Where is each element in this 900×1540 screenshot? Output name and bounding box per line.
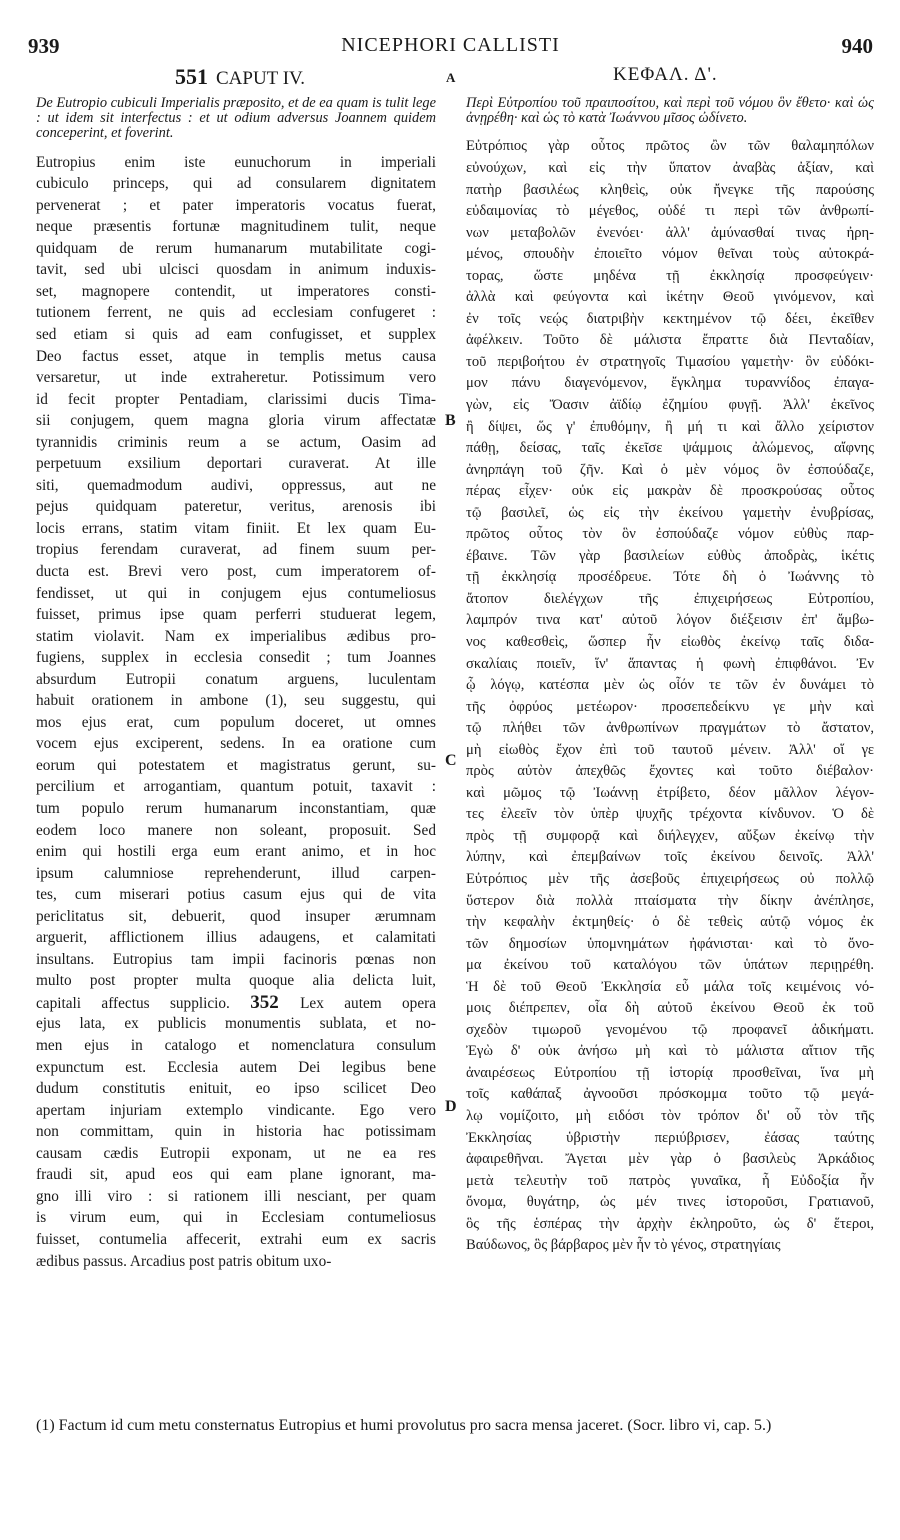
text-line: ὃς τῆς ἑσπέρας τὴν ἀρχὴν ἐκληροῦτο, ὡς δ' ἕτεροι, xyxy=(466,1215,874,1232)
text-line: πρὸς τῇ συμφορᾷ καὶ διήλεγχεν, αὔξων ἐκείνῳ τὴν xyxy=(466,827,874,844)
text-line: Εὐτρόπιος γὰρ οὗτος πρῶτος ὢν τῶν θαλαμηπόλων xyxy=(466,138,874,155)
text-line: pervenerat ; et pater imperatoris vocatus fuerat, xyxy=(36,196,436,214)
text-line: λῳ νομίζοιτο, μὴ ειδόσι τὸν τρόπον δι' οὗ τὸν τῆς xyxy=(466,1108,874,1125)
text-line: ἀναιρέσεως Εὐτροπίου τῇ ἱστορίᾳ προσθεῖναι, ἵνα μὴ xyxy=(466,1064,874,1081)
text-line: id fecit propter Pentadiam, clarissimi ducis Tima- xyxy=(36,390,436,408)
text-line: σχεδὸν τιμωροῦ γενομένου τῷ προφανεῖ ἀδικήματι. xyxy=(466,1021,874,1038)
text-line: λαμπρόν τινα κατ' αὐτοῦ λόγον διέξεισιν ἐπ' ἄμβω- xyxy=(466,612,874,629)
margin-marker-a: A xyxy=(446,70,456,85)
text-line: ἀφέλκειν. Τοῦτο δὲ μάλιστα ἔπραττε διὰ Πενταδίαν, xyxy=(466,332,874,349)
text-line: habuit orationem in ambone (1), seu suggestu, qui xyxy=(36,692,436,710)
inline-column-number: 352 xyxy=(250,991,301,1013)
text-line: τὴν κεφαλὴν ἐκτμηθείς· ὁ δὲ τεθεὶς αὐτῷ νόμος ἐκ xyxy=(466,914,874,931)
text-line: Εὐτρόπιος μὲν τῆς ἀσεβοῦς ἐπιχειρήσεως οὐ πολλῷ xyxy=(466,871,874,887)
text-line: enim qui hostili erga eum erant animo, et in hoc xyxy=(36,843,436,861)
text-line: ᾧ λόγῳ, κατέσπα μὲν ὡς οἷόν τε τῶν ἐν δυνάμει τὸ xyxy=(466,677,874,694)
greek-summary: Περὶ Εὐτροπίου τοῦ πραιποσίτου, καὶ περὶ τοῦ νόμου ὃν ἔθετο· καὶ ὡς ἀνῃρέθη· καὶ ὡς τὸ κατὰ Ἰωάννου μῖσος ὠδίνετο. xyxy=(466,95,874,127)
text-line: statim violavit. Nam ex imperialibus ædibus pro- xyxy=(36,627,436,645)
text-line: apertam injuriam extemplo vindicante. Ego vero xyxy=(36,1101,436,1119)
text-line: εὐδαιμονίας τὸ μέγεθος, οὐδέ τι περὶ τῶν ἀνθρωπί- xyxy=(466,203,874,220)
text-line: quidquam de rerum humanarum mutabilitate cogi- xyxy=(36,239,436,257)
text-line: πατὴρ βασιλέως κληθεὶς, οὐκ ἤνεγκε τῆς παρούσης xyxy=(466,181,874,198)
text-line: μὴ εἰωθὸς ἔχον ἐπὶ τοῦ ταυτοῦ μένειν. Ἀλλ' οἵ γε xyxy=(466,741,874,758)
text-line: arguerit, afflictionem illius adaugens, et calamitati xyxy=(36,929,436,947)
text-line: gno illi viro : si rationem illi nesciant, per quam xyxy=(36,1187,436,1205)
text-line: μα ἐκείνου τοῦ καταλόγου τῶν ὑπάτων περιῃρέθη. xyxy=(466,957,874,974)
text-line: νων μεταβολῶν ἐνενόει· ἀλλ' ἀμύνασθαί τινας ἠρη- xyxy=(466,224,874,241)
text-line: τοῦ περιβοήτου ἐν στρατηγοῖς Τιμασίου γαμετὴν· ὃν εὐδόκι- xyxy=(466,353,874,370)
text-line: τῷ βασιλεῖ, ὡς εἰς τὴν ἐκείνου γαμετὴν ἐνυβρίσας, xyxy=(466,504,874,521)
text-line: ἐν τοῖς νεῴς διατριβὴν κεκτημένον τῷ δέει, ἐκεῖθεν xyxy=(466,310,874,327)
text-line: periclitatus sit, debuerit, quod insuper ærumnam xyxy=(36,907,436,925)
greek-chapter-heading: ΚΕΦΑΛ. Δ'. xyxy=(613,64,718,85)
text-line: perpetuum exsilium deportari curaverat. At ille xyxy=(36,455,436,473)
latin-chapter-heading xyxy=(175,64,305,90)
text-line: causam cædis Eutropii exponam, ut ne ea res xyxy=(36,1144,436,1162)
text-line: non committam, quin in historia hac potissimam xyxy=(36,1123,436,1141)
text-line: siti, quemadmodum audivi, oppressus, aut ne xyxy=(36,476,436,494)
text-line: versaretur, ut inde extraheretur. Potissimum vero xyxy=(36,369,436,387)
text-line: expunctum est. Ecclesia autem Dei legibus bene xyxy=(36,1058,436,1076)
running-title: NICEPHORI CALLISTI xyxy=(341,34,560,56)
text-line: τοῖς καθάπαξ ἀγνοοῦσι πρόσκομμα τοῦτο τῷ μεγά- xyxy=(466,1086,874,1103)
text-line: men ejus in catalogo et nomenclatura consulum xyxy=(36,1037,436,1055)
text-line: τες ἐλεεῖν τὸν ὑπὲρ ψυχῆς τρέχοντα κίνδυνον. Ὁ δὲ xyxy=(466,806,874,823)
text-line: ὕστερον διὰ πολλὰ πταίσματα τὴν δίκην ἀνέπλησε, xyxy=(466,892,874,909)
text-line: tes, cum miserari potius casum ejus qui de vita xyxy=(36,886,436,904)
text-line: μετὰ τελευτὴν τοῦ πατρὸς γυναῖκα, ἧ Εὐδοξία ἦν xyxy=(466,1172,874,1189)
text-line: Βαύδωνος, ὃς βάρβαρος μὲν ἦν τὸ γένος, στρατηγίαις xyxy=(466,1237,781,1254)
text-line: absurdum Eutropii conatum arguens, luculentam xyxy=(36,670,436,688)
column-number: 551 xyxy=(175,64,208,89)
latin-column xyxy=(36,96,436,1272)
greek-body xyxy=(466,136,874,1256)
text-line: Ἡ δὲ τοῦ Θεοῦ Ἐκκλησία εὖ μάλα τοῖς κειμένοις νό- xyxy=(466,978,874,995)
text-line: Eutropius enim iste eunuchorum in imperiali xyxy=(36,153,436,171)
text-line: tum populo rerum humanarum inconstantiam, quæ xyxy=(36,800,436,818)
text-line: mos ejus erat, cum populum doceret, ut omnes xyxy=(36,713,436,731)
text-line: eorum qui potestatem et magistratus gerunt, su- xyxy=(36,756,436,774)
text-line: μοις διέπρεπεν, οἷα δὴ αὐτοῦ ἐκείνου Θεοῦ ἐκ τοῦ xyxy=(466,1000,874,1017)
caput-label: CAPUT IV. xyxy=(216,68,306,89)
greek-column xyxy=(466,96,874,1257)
text-line: is virum eum, qui in Ecclesiam contumeliosus xyxy=(36,1209,436,1227)
text-line: pejus quidquam pateretur, veritus, arenosis ibi xyxy=(36,498,436,516)
text-line: sed etiam si quis ad eam confugisset, et supplex xyxy=(36,325,436,343)
text-line: ἄτοπον διελέγχων τῆς ἐπιχειρήσεως Εὐτροπίου, xyxy=(466,590,874,607)
text-line: tavit, sed ubi ulcisci quosdam in animum induxis- xyxy=(36,261,436,279)
text-line: dudum constitutis enituit, eo ipso scilicet Deo xyxy=(36,1080,436,1098)
text-line: πέρας εἶχεν· οὐκ εἰς μακρὰν δὲ προσκρούσας οὗτος xyxy=(466,483,874,500)
margin-marker-b: B xyxy=(445,412,456,429)
text-line: έβαινε. Τῶν γὰρ βασιλείων εὐθὺς ἀποδρὰς, ἱκέτις xyxy=(466,547,874,564)
latin-body xyxy=(36,152,436,1272)
text-line: sii conjugem, quem magna gloria virum affectatæ xyxy=(36,412,436,430)
text-line: τορας, ὥστε μηδένα τῇ ἐκκλησίᾳ προσφεύγειν· xyxy=(466,267,874,284)
text-line: Ἐκκλησίας ὑβριστὴν περιύβρισεν, ἐάσας ταύτης xyxy=(466,1129,874,1146)
text-line: ἀνηρπάγη τοῦ ζῆν. Καὶ ὁ μὲν νόμος ὃν ἐσπούδαζε, xyxy=(466,461,874,478)
text-line: ædibus passus. Arcadius post patris obitum uxo- xyxy=(36,1252,332,1270)
text-line: τῶν δημοσίων ὑπομνημάτων ἠφάνισται· καὶ τὸ ὄνο- xyxy=(466,935,874,952)
latin-summary: De Eutropio cubiculi Imperialis præposito, et de ea quam is tulit lege : ut idem sit interfectus : et ut odium adversus Joannem quidem conceperint, et foverint. xyxy=(36,95,436,142)
text-line: multo post propter multa quoque alia delicta luit, xyxy=(36,972,436,990)
text-line: μένος, σπουδὴν ἐποιεῖτο νόμον θεῖναι τοὺς αὐτοκρά- xyxy=(466,246,874,263)
text-line-part: capitali affectus supplicio. xyxy=(36,994,251,1012)
text-line: ἀφαιρεθῆναι. Ἄγεται μὲν γὰρ ὁ βασιλεὺς Ἀρκάδιος xyxy=(466,1151,874,1168)
text-line: ducta est. Brevi vero post, cum imperatorem of- xyxy=(36,563,436,580)
text-line: Ἐγὼ δ' οὐκ ἀνήσω μὴ καὶ τὸ μάλιστα αἴτιον τῆς xyxy=(466,1043,874,1060)
text-line: percilium et arrogantiam, quantum potuit, taxavit : xyxy=(36,778,436,796)
running-header xyxy=(28,34,873,58)
text-line: neque præsentis fortunæ magnitudinem tulit, neque xyxy=(36,218,436,236)
text-line: fraudi sit, apud eos qui eam plane ignorant, ma- xyxy=(36,1166,436,1184)
text-line: insultans. Eutropius tam impii facinoris pœnas non xyxy=(36,950,436,968)
text-line: πρῶτος οὗτος τὸν ὃν ἐσπούδαζε νόμον εὐθὺς παρ- xyxy=(466,526,874,543)
text-line: σκαλίαις ποιεῖν, ἵν' ἅπαντας ἡ φωνὴ ἐπιφθάνοι. Ἐν xyxy=(466,655,874,672)
text-line: ipsum calumniose reprehenderunt, illud carpen- xyxy=(36,864,436,882)
text-line: fuisset, primus ipse quam perferri studuerat legem, xyxy=(36,606,436,624)
text-line: γὼν, εἰς Ὄασιν ἀϊδίῳ ἐζημίου φυγῇ. Ἀλλ' ἐκεῖνος xyxy=(466,396,874,413)
text-line xyxy=(36,992,436,1014)
footnote: (1) Factum id cum metu consternatus Eutropius et humi provolutus pro sacra mensa jaceret. (Socr. libro vi, cap. 5.) xyxy=(36,1417,772,1434)
text-line: πάθῃ, δείσας, ταῖς ἐκεῖσε ψάμμοις ἀλώμενος, αἴφνης xyxy=(466,440,874,457)
text-line: vocem ejus exciperent, sedens. In ea oratione cum xyxy=(36,735,436,753)
text-line: set, magnopere contendit, ut imperatores consti- xyxy=(36,282,436,300)
text-line: ἀλλὰ καὶ φεύγοντα καὶ ἱκέτην Θεοῦ γινόμενον, καὶ xyxy=(466,289,874,306)
text-line: καὶ μῶμος τῷ Ἰωάννῃ ἐτρίβετο, δέον μᾶλλον λέγον- xyxy=(466,784,874,801)
margin-marker-d: D xyxy=(445,1098,457,1115)
text-line: λύπην, καὶ ἐπεμβαίνων τοῖς ἐκείνου δεινοῖς. Ἀλλ' xyxy=(466,849,874,866)
page-number-right: 940 xyxy=(841,34,873,58)
text-line: locis errans, statim vitam finiit. Et lex quam Eu- xyxy=(36,519,436,537)
text-line: τῇ ἐκκλησίᾳ προσέδρευε. Τότε δὴ ὁ Ἰωάννης τὸ xyxy=(466,569,874,586)
text-line: τῷ πλήθει τῶν ἀνθρωπίνων πραγμάτων τὸ ἄστατον, xyxy=(466,720,874,737)
text-line: eodem loco manere non soleant, proposuit. Sed xyxy=(36,821,436,839)
text-line: Deo factus esset, atque in templis metus causa xyxy=(36,347,436,365)
text-line: ὄνομα, θυγάτηρ, ὡς μέν τινες ἱστοροῦσι, Γρατιανοῦ, xyxy=(466,1194,874,1211)
page-number-left: 939 xyxy=(28,34,60,58)
text-line: fendisset, ut qui in conjugem ejus contumeliosus xyxy=(36,584,436,602)
text-line: τῆς ὀφρύος μετέωρον· προσεπεδείκνυ γε μὴν καὶ xyxy=(466,698,874,715)
text-line: εὐνούχων, καὶ εἰς τὴν ὕπατον ἀναβὰς ἀξίαν, καὶ xyxy=(466,159,874,176)
text-line: tropius ferendam curaverat, ad finem suum per- xyxy=(36,541,436,559)
text-line: μον πάνυ διαγενόμενον, ἔγκλημα τυραννίδος ἐπαγα- xyxy=(466,375,874,392)
text-line: fugiens, supplex in ecclesia consedit ; tum Joannes xyxy=(36,649,436,667)
text-line: πρὸς αὐτὸν ἀπεχθῶς ἔχοντες καὶ τοῦτο διέβαλον· xyxy=(466,763,874,780)
text-line: ἢ δίψει, ὥς γ' ἐπυθόμην, ἢ μή τι καὶ ἄλλο χείριστον xyxy=(466,418,874,435)
text-line: νος καθεσθεὶς, ὥσπερ ἦν εἰωθὸς ἐκείνῳ ταῖς διδα- xyxy=(466,633,874,650)
text-line: ejus lata, ex publicis monumentis sublata, et no- xyxy=(36,1015,436,1033)
text-line: fuisset, contumelia affecerit, extrahi eum ex sacris xyxy=(36,1230,436,1248)
text-line-part: Lex autem opera xyxy=(300,994,436,1012)
margin-marker-c: C xyxy=(445,752,457,769)
text-line: tyrannidis criminis reum a se actum, Oasim ad xyxy=(36,433,436,451)
text-line: cubiculo princeps, qui ad consularem dignitatem xyxy=(36,175,436,193)
text-line: tutionem ferrent, ne quis ad ecclesiam confugeret : xyxy=(36,304,436,322)
